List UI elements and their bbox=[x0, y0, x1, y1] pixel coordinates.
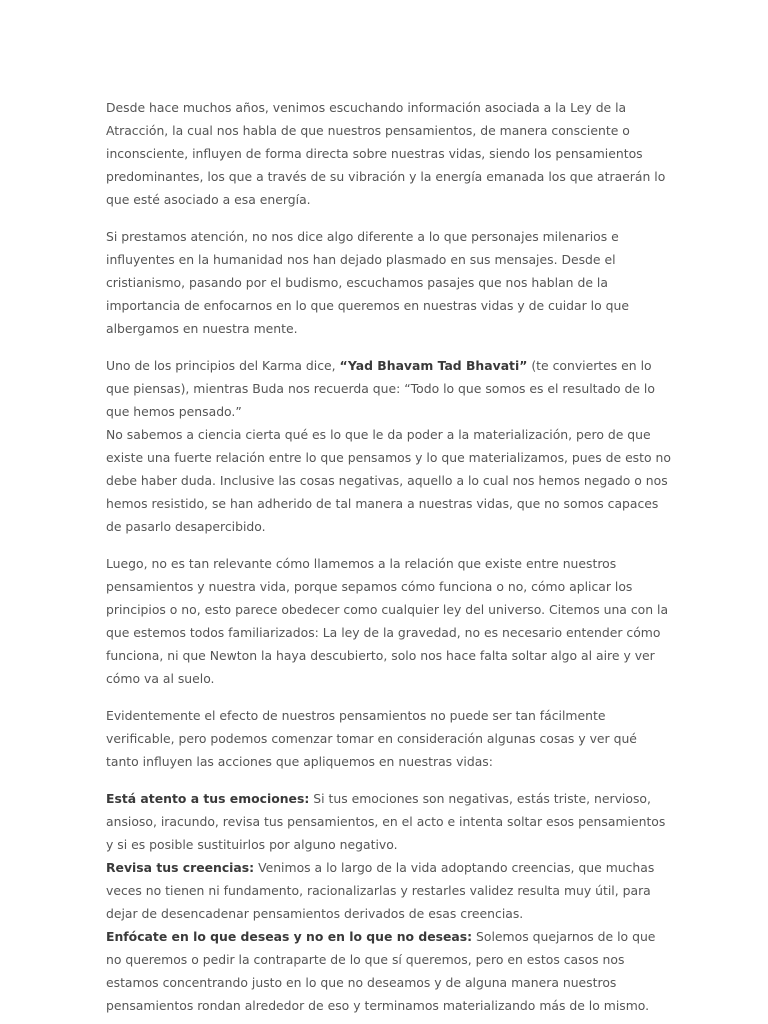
tip-beliefs bbox=[106, 856, 672, 925]
karma-quote: “Yad Bhavam Tad Bhavati” bbox=[339, 358, 528, 373]
tip-text: Si tus emociones son negativas, estás triste, nervioso, ansioso, iracundo, revisa tus pensamientos, en el acto e intenta soltar esos pensamientos y si es posible sustituirlos por alguno negativo. bbox=[106, 791, 666, 852]
tip-focus bbox=[106, 925, 672, 1017]
karma-quote-text: (te conviertes en lo que piensas), mientras Buda nos recuerda que: “Todo lo que somos es el resultado de lo que hemos pensado.” bbox=[106, 358, 655, 419]
tip-text: Venimos a lo largo de la vida adoptando creencias, que muchas veces no tienen ni fundamento, racionalizarlas y restarles validez resulta muy útil, para dejar de desencadenar pensamientos derivados de esas creencias. bbox=[106, 860, 655, 921]
tip-title: Revisa tus creencias: bbox=[106, 860, 255, 875]
paragraph-gravity: Luego, no es tan relevante cómo llamemos a la relación que existe entre nuestros pensamientos y nuestra vida, porque sepamos cómo funciona o no, cómo aplicar los principios o no, esto parece obedecer como cualquier ley del universo. Citemos una con la que estemos todos familiarizados: La ley de la gravedad, no es necesario entender cómo funciona, ni que Newton la haya descubierto, solo nos hace falta soltar algo al aire y ver cómo va al suelo. bbox=[106, 556, 669, 686]
paragraph-actions-intro: Evidentemente el efecto de nuestros pensamientos no puede ser tan fácilmente verificable, pero podemos comenzar tomar en consideración algunas cosas y ver qué tanto influyen las acciones que apliquemos en nuestras vidas: bbox=[106, 708, 637, 769]
tip-text: Solemos quejarnos de lo que no queremos o pedir la contraparte de lo que sí queremos, pero en estos casos nos estamos concentrando justo en lo que no deseamos y de alguna manera nuestros pensamientos rondan alrededor de eso y terminamos materializando más de lo mismo. bbox=[106, 929, 656, 1013]
paragraph-intro: Desde hace muchos años, venimos escuchando información asociada a la Ley de la Atracción, la cual nos habla de que nuestros pensamientos, de manera consciente o inconsciente, influyen de forma directa sobre nuestras vidas, siendo los pensamientos predominantes, los que a través de su vibración y la energía emanada los que atraerán lo que esté asociado a esa energía. bbox=[106, 100, 666, 207]
paragraph-history: Si prestamos atención, no nos dice algo diferente a lo que personajes milenarios e influyentes en la humanidad nos han dejado plasmado en sus mensajes. Desde el cristianismo, pasando por el budismo, escuchamos pasajes que nos hablan de la importancia de enfocarnos en lo que queremos en nuestras vidas y de cuidar lo que albergamos en nuestra mente. bbox=[106, 229, 629, 336]
paragraph-materialization: No sabemos a ciencia cierta qué es lo que le da poder a la materialización, pero de que existe una fuerte relación entre lo que pensamos y lo que materializamos, pues de esto no debe haber duda. Inclusive las cosas negativas, aquello a lo cual nos hemos negado o nos hemos resistido, se han adherido de tal manera a nuestras vidas, que no somos capaces de pasarlo desapercibido. bbox=[106, 427, 671, 534]
paragraph-karma bbox=[106, 354, 672, 423]
karma-intro-text: Uno de los principios del Karma dice, bbox=[106, 358, 340, 373]
tip-title: Enfócate en lo que deseas y no en lo que no deseas: bbox=[106, 929, 473, 944]
tip-title: Está atento a tus emociones: bbox=[106, 791, 310, 806]
tip-emotions bbox=[106, 787, 672, 856]
document-body bbox=[106, 96, 672, 1017]
